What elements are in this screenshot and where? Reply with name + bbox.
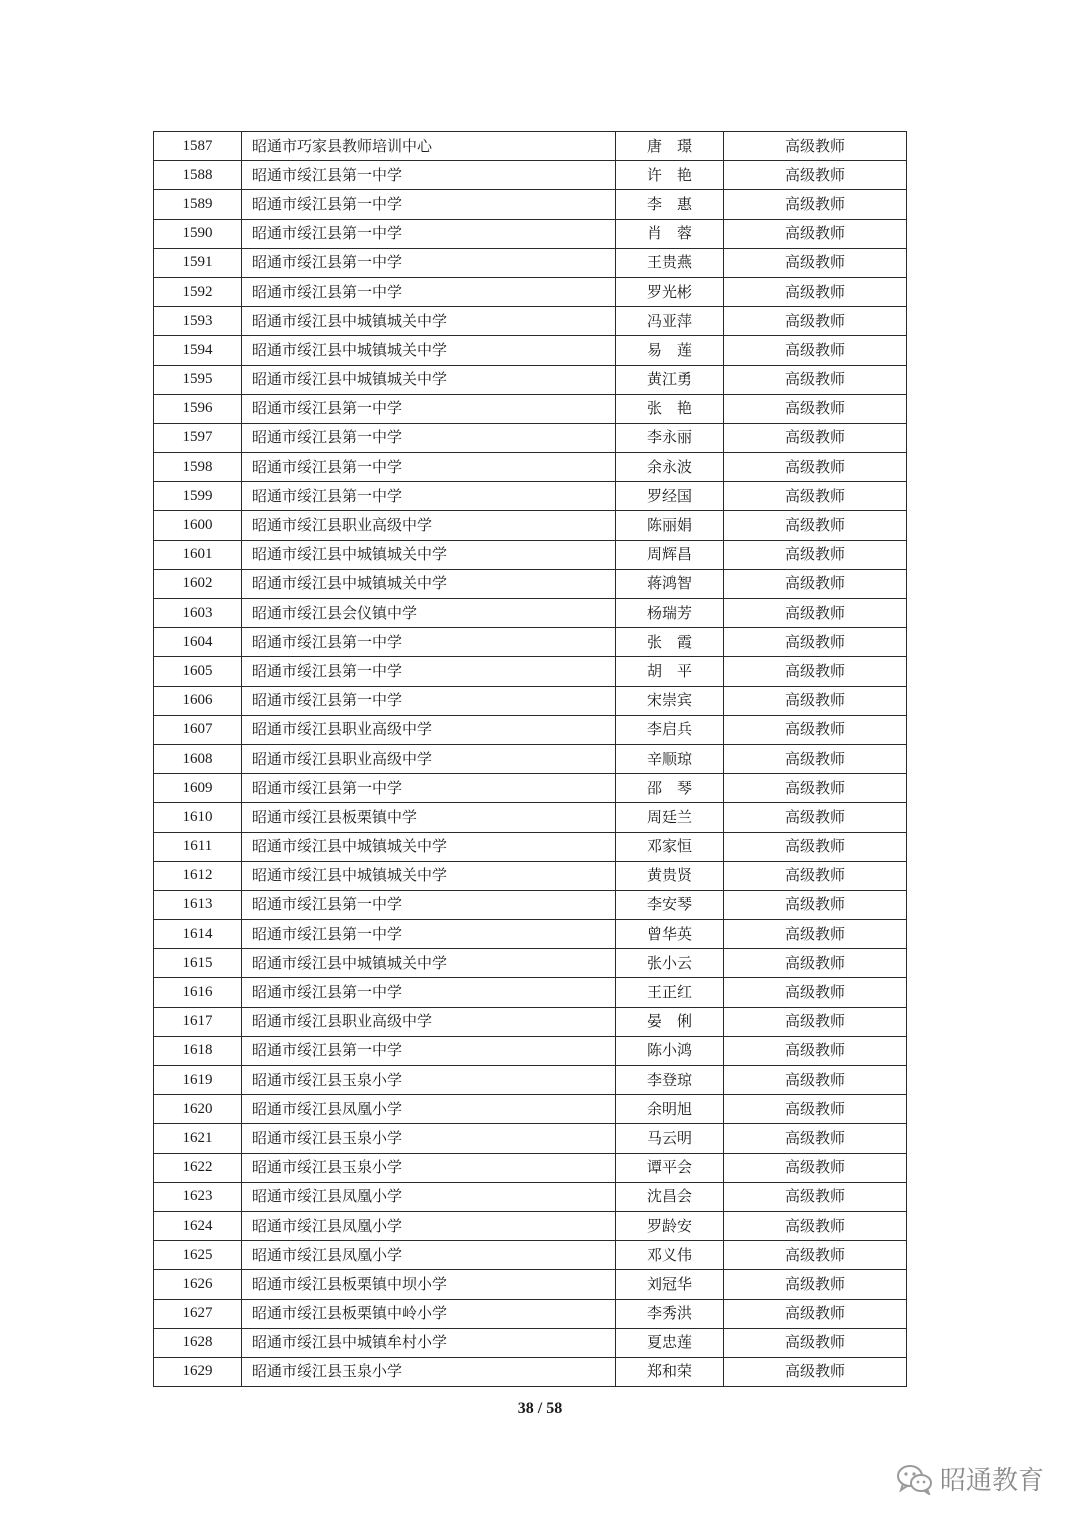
cell-title: 高级教师	[724, 1066, 907, 1095]
cell-title: 高级教师	[724, 1124, 907, 1153]
table-row	[154, 1270, 907, 1299]
cell-unit: 昭通市绥江县职业高级中学	[242, 744, 616, 773]
cell-title: 高级教师	[724, 365, 907, 394]
cell-title: 高级教师	[724, 920, 907, 949]
cell-number: 1626	[154, 1270, 242, 1299]
cell-name: 宋崇宾	[616, 686, 724, 715]
roster-table-body	[154, 132, 907, 1387]
cell-unit: 昭通市巧家县教师培训中心	[242, 132, 616, 161]
cell-number: 1611	[154, 832, 242, 861]
cell-title: 高级教师	[724, 1299, 907, 1328]
cell-unit: 昭通市绥江县玉泉小学	[242, 1124, 616, 1153]
cell-unit: 昭通市绥江县第一中学	[242, 978, 616, 1007]
cell-name: 邓义伟	[616, 1241, 724, 1270]
cell-unit: 昭通市绥江县中城镇城关中学	[242, 540, 616, 569]
cell-name: 蒋鸿智	[616, 569, 724, 598]
cell-number: 1600	[154, 511, 242, 540]
table-row	[154, 920, 907, 949]
cell-unit: 昭通市绥江县中城镇城关中学	[242, 336, 616, 365]
cell-unit: 昭通市绥江县职业高级中学	[242, 1007, 616, 1036]
cell-name: 陈丽娟	[616, 511, 724, 540]
cell-title: 高级教师	[724, 686, 907, 715]
cell-title: 高级教师	[724, 219, 907, 248]
table-row	[154, 1241, 907, 1270]
cell-unit: 昭通市绥江县板栗镇中坝小学	[242, 1270, 616, 1299]
cell-unit: 昭通市绥江县第一中学	[242, 277, 616, 306]
cell-number: 1624	[154, 1211, 242, 1240]
cell-unit: 昭通市绥江县玉泉小学	[242, 1153, 616, 1182]
table-row	[154, 569, 907, 598]
cell-title: 高级教师	[724, 599, 907, 628]
cell-number: 1609	[154, 774, 242, 803]
cell-title: 高级教师	[724, 1095, 907, 1124]
cell-name: 邓家恒	[616, 832, 724, 861]
cell-number: 1594	[154, 336, 242, 365]
cell-unit: 昭通市绥江县第一中学	[242, 394, 616, 423]
cell-name: 谭平会	[616, 1153, 724, 1182]
cell-name: 余永波	[616, 453, 724, 482]
table-row	[154, 861, 907, 890]
cell-unit: 昭通市绥江县中城镇城关中学	[242, 365, 616, 394]
cell-name: 李登琼	[616, 1066, 724, 1095]
cell-title: 高级教师	[724, 715, 907, 744]
roster-table	[153, 131, 907, 1387]
cell-title: 高级教师	[724, 132, 907, 161]
table-row	[154, 1153, 907, 1182]
cell-title: 高级教师	[724, 744, 907, 773]
cell-title: 高级教师	[724, 307, 907, 336]
table-row	[154, 394, 907, 423]
cell-title: 高级教师	[724, 1241, 907, 1270]
cell-number: 1628	[154, 1328, 242, 1357]
cell-name: 肖 蓉	[616, 219, 724, 248]
cell-title: 高级教师	[724, 657, 907, 686]
cell-unit: 昭通市绥江县第一中学	[242, 161, 616, 190]
cell-name: 罗经国	[616, 482, 724, 511]
cell-unit: 昭通市绥江县职业高级中学	[242, 715, 616, 744]
cell-title: 高级教师	[724, 949, 907, 978]
cell-title: 高级教师	[724, 423, 907, 452]
cell-title: 高级教师	[724, 394, 907, 423]
watermark-label: 昭通教育	[939, 1466, 1044, 1496]
table-row	[154, 540, 907, 569]
cell-name: 郑和荣	[616, 1357, 724, 1386]
cell-unit: 昭通市绥江县中城镇城关中学	[242, 569, 616, 598]
cell-number: 1597	[154, 423, 242, 452]
cell-title: 高级教师	[724, 540, 907, 569]
cell-unit: 昭通市绥江县中城镇城关中学	[242, 307, 616, 336]
table-row	[154, 890, 907, 919]
cell-name: 罗龄安	[616, 1211, 724, 1240]
table-row	[154, 336, 907, 365]
table-row	[154, 803, 907, 832]
cell-number: 1622	[154, 1153, 242, 1182]
table-row	[154, 1007, 907, 1036]
cell-name: 辛顺琼	[616, 744, 724, 773]
cell-number: 1618	[154, 1036, 242, 1065]
table-row	[154, 132, 907, 161]
table-row	[154, 1095, 907, 1124]
cell-number: 1608	[154, 744, 242, 773]
cell-number: 1604	[154, 628, 242, 657]
cell-number: 1588	[154, 161, 242, 190]
cell-number: 1617	[154, 1007, 242, 1036]
cell-name: 李 惠	[616, 190, 724, 219]
cell-number: 1612	[154, 861, 242, 890]
cell-name: 许 艳	[616, 161, 724, 190]
cell-name: 张小云	[616, 949, 724, 978]
table-row	[154, 1357, 907, 1386]
cell-name: 张 霞	[616, 628, 724, 657]
cell-unit: 昭通市绥江县第一中学	[242, 482, 616, 511]
cell-name: 冯亚萍	[616, 307, 724, 336]
cell-title: 高级教师	[724, 832, 907, 861]
table-row	[154, 365, 907, 394]
cell-number: 1599	[154, 482, 242, 511]
cell-name: 王贵燕	[616, 248, 724, 277]
cell-number: 1595	[154, 365, 242, 394]
table-row	[154, 219, 907, 248]
table-row	[154, 744, 907, 773]
cell-name: 李安琴	[616, 890, 724, 919]
cell-unit: 昭通市绥江县第一中学	[242, 453, 616, 482]
cell-name: 黄贵贤	[616, 861, 724, 890]
cell-title: 高级教师	[724, 1153, 907, 1182]
table-row	[154, 628, 907, 657]
cell-unit: 昭通市绥江县凤凰小学	[242, 1095, 616, 1124]
cell-number: 1606	[154, 686, 242, 715]
table-row	[154, 1211, 907, 1240]
cell-name: 曾华英	[616, 920, 724, 949]
table-row	[154, 1066, 907, 1095]
table-row	[154, 1036, 907, 1065]
table-row	[154, 832, 907, 861]
cell-name: 余明旭	[616, 1095, 724, 1124]
cell-name: 罗光彬	[616, 277, 724, 306]
cell-title: 高级教师	[724, 336, 907, 365]
cell-name: 李永丽	[616, 423, 724, 452]
cell-unit: 昭通市绥江县凤凰小学	[242, 1211, 616, 1240]
cell-number: 1603	[154, 599, 242, 628]
cell-number: 1598	[154, 453, 242, 482]
cell-unit: 昭通市绥江县凤凰小学	[242, 1182, 616, 1211]
table-row	[154, 978, 907, 1007]
cell-unit: 昭通市绥江县第一中学	[242, 628, 616, 657]
cell-title: 高级教师	[724, 248, 907, 277]
page-number: 38 / 58	[517, 1400, 563, 1417]
table-row	[154, 511, 907, 540]
cell-unit: 昭通市绥江县凤凰小学	[242, 1241, 616, 1270]
cell-number: 1602	[154, 569, 242, 598]
cell-name: 黄江勇	[616, 365, 724, 394]
cell-name: 王正红	[616, 978, 724, 1007]
cell-name: 唐 璟	[616, 132, 724, 161]
cell-title: 高级教师	[724, 1328, 907, 1357]
cell-name: 马云明	[616, 1124, 724, 1153]
cell-number: 1596	[154, 394, 242, 423]
table-row	[154, 161, 907, 190]
cell-unit: 昭通市绥江县会仪镇中学	[242, 599, 616, 628]
table-row	[154, 949, 907, 978]
table-row	[154, 190, 907, 219]
cell-title: 高级教师	[724, 161, 907, 190]
cell-unit: 昭通市绥江县第一中学	[242, 219, 616, 248]
cell-title: 高级教师	[724, 1211, 907, 1240]
cell-unit: 昭通市绥江县中城镇城关中学	[242, 832, 616, 861]
cell-name: 陈小鸿	[616, 1036, 724, 1065]
cell-unit: 昭通市绥江县板栗镇中岭小学	[242, 1299, 616, 1328]
cell-unit: 昭通市绥江县第一中学	[242, 423, 616, 452]
cell-title: 高级教师	[724, 190, 907, 219]
cell-name: 邵 琴	[616, 774, 724, 803]
cell-number: 1587	[154, 132, 242, 161]
cell-number: 1629	[154, 1357, 242, 1386]
cell-unit: 昭通市绥江县第一中学	[242, 686, 616, 715]
cell-unit: 昭通市绥江县第一中学	[242, 890, 616, 919]
cell-title: 高级教师	[724, 628, 907, 657]
cell-number: 1615	[154, 949, 242, 978]
cell-unit: 昭通市绥江县玉泉小学	[242, 1357, 616, 1386]
cell-number: 1592	[154, 277, 242, 306]
table-row	[154, 774, 907, 803]
cell-title: 高级教师	[724, 1007, 907, 1036]
cell-title: 高级教师	[724, 1036, 907, 1065]
cell-title: 高级教师	[724, 569, 907, 598]
cell-number: 1623	[154, 1182, 242, 1211]
cell-name: 沈昌会	[616, 1182, 724, 1211]
table-row	[154, 423, 907, 452]
table-row	[154, 599, 907, 628]
cell-number: 1601	[154, 540, 242, 569]
cell-name: 刘冠华	[616, 1270, 724, 1299]
cell-name: 张 艳	[616, 394, 724, 423]
cell-title: 高级教师	[724, 453, 907, 482]
cell-number: 1621	[154, 1124, 242, 1153]
cell-name: 夏忠莲	[616, 1328, 724, 1357]
cell-unit: 昭通市绥江县中城镇城关中学	[242, 949, 616, 978]
cell-title: 高级教师	[724, 277, 907, 306]
cell-title: 高级教师	[724, 1357, 907, 1386]
cell-title: 高级教师	[724, 774, 907, 803]
table-row	[154, 277, 907, 306]
cell-unit: 昭通市绥江县职业高级中学	[242, 511, 616, 540]
wechat-icon	[896, 1463, 934, 1495]
cell-name: 杨瑞芳	[616, 599, 724, 628]
cell-number: 1616	[154, 978, 242, 1007]
cell-number: 1590	[154, 219, 242, 248]
cell-number: 1620	[154, 1095, 242, 1124]
cell-number: 1613	[154, 890, 242, 919]
table-row	[154, 307, 907, 336]
cell-number: 1610	[154, 803, 242, 832]
cell-title: 高级教师	[724, 1182, 907, 1211]
cell-number: 1589	[154, 190, 242, 219]
table-row	[154, 1328, 907, 1357]
cell-number: 1607	[154, 715, 242, 744]
cell-name: 李启兵	[616, 715, 724, 744]
watermark	[896, 1460, 1044, 1497]
table-row	[154, 453, 907, 482]
table-row	[154, 248, 907, 277]
cell-unit: 昭通市绥江县第一中学	[242, 774, 616, 803]
cell-unit: 昭通市绥江县第一中学	[242, 190, 616, 219]
table-row	[154, 686, 907, 715]
cell-name: 易 莲	[616, 336, 724, 365]
cell-title: 高级教师	[724, 482, 907, 511]
cell-title: 高级教师	[724, 803, 907, 832]
cell-unit: 昭通市绥江县板栗镇中学	[242, 803, 616, 832]
table-row	[154, 1182, 907, 1211]
cell-name: 周廷兰	[616, 803, 724, 832]
cell-name: 周辉昌	[616, 540, 724, 569]
table-row	[154, 482, 907, 511]
table-row	[154, 1124, 907, 1153]
table-row	[154, 715, 907, 744]
cell-title: 高级教师	[724, 861, 907, 890]
cell-unit: 昭通市绥江县第一中学	[242, 248, 616, 277]
cell-title: 高级教师	[724, 511, 907, 540]
cell-name: 李秀洪	[616, 1299, 724, 1328]
cell-number: 1593	[154, 307, 242, 336]
cell-title: 高级教师	[724, 978, 907, 1007]
cell-unit: 昭通市绥江县中城镇牟村小学	[242, 1328, 616, 1357]
table-row	[154, 657, 907, 686]
cell-title: 高级教师	[724, 1270, 907, 1299]
cell-number: 1591	[154, 248, 242, 277]
cell-title: 高级教师	[724, 890, 907, 919]
cell-unit: 昭通市绥江县玉泉小学	[242, 1066, 616, 1095]
cell-unit: 昭通市绥江县第一中学	[242, 657, 616, 686]
cell-number: 1625	[154, 1241, 242, 1270]
cell-number: 1619	[154, 1066, 242, 1095]
cell-number: 1605	[154, 657, 242, 686]
cell-name: 晏 俐	[616, 1007, 724, 1036]
cell-unit: 昭通市绥江县第一中学	[242, 920, 616, 949]
cell-unit: 昭通市绥江县第一中学	[242, 1036, 616, 1065]
cell-number: 1627	[154, 1299, 242, 1328]
cell-name: 胡 平	[616, 657, 724, 686]
table-row	[154, 1299, 907, 1328]
cell-number: 1614	[154, 920, 242, 949]
cell-unit: 昭通市绥江县中城镇城关中学	[242, 861, 616, 890]
